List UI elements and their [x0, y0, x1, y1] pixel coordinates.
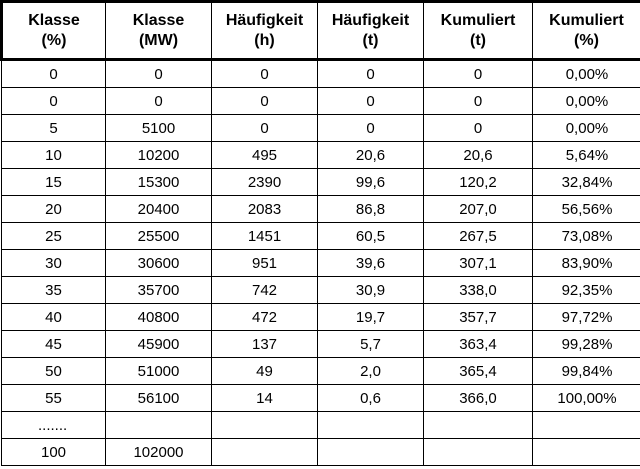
column-header-title: Klasse — [28, 11, 80, 29]
table-cell: ....... — [2, 412, 106, 439]
table-cell: 19,7 — [318, 304, 424, 331]
table-cell: 32,84% — [533, 169, 640, 196]
table-cell: 0 — [318, 60, 424, 88]
table-cell: 338,0 — [424, 277, 533, 304]
column-header-unit: (MW) — [138, 31, 179, 49]
column-header-title: Kumuliert — [440, 11, 516, 29]
column-header — [424, 2, 533, 60]
table-cell: 2390 — [212, 169, 318, 196]
table-cell: 56100 — [106, 385, 212, 412]
column-header — [106, 2, 212, 60]
table-row — [2, 331, 640, 358]
table-cell: 20400 — [106, 196, 212, 223]
table-cell: 56,56% — [533, 196, 640, 223]
table-cell: 742 — [212, 277, 318, 304]
column-header-title: Kumuliert — [549, 11, 624, 29]
table-row — [2, 412, 640, 439]
table-cell: 0,00% — [533, 115, 640, 142]
table-cell — [318, 412, 424, 439]
table-row — [2, 250, 640, 277]
table-cell: 35 — [2, 277, 106, 304]
column-header-unit: (%) — [574, 31, 599, 49]
table-row — [2, 439, 640, 466]
table-cell: 0,00% — [533, 88, 640, 115]
table-row — [2, 358, 640, 385]
table-row — [2, 304, 640, 331]
table-cell: 366,0 — [424, 385, 533, 412]
table-cell: 55 — [2, 385, 106, 412]
table-cell — [533, 439, 640, 466]
table-cell: 15300 — [106, 169, 212, 196]
column-header-unit: (%) — [41, 31, 67, 49]
column-header — [2, 2, 106, 60]
table-cell: 5 — [2, 115, 106, 142]
table-cell: 20 — [2, 196, 106, 223]
table-row — [2, 115, 640, 142]
table-cell: 0 — [424, 60, 533, 88]
column-header-unit: (t) — [362, 31, 379, 49]
table-cell: 14 — [212, 385, 318, 412]
table-cell: 365,4 — [424, 358, 533, 385]
column-header-title: Häufigkeit — [225, 11, 304, 29]
table-cell: 45 — [2, 331, 106, 358]
table-cell: 39,6 — [318, 250, 424, 277]
table-cell: 0 — [2, 88, 106, 115]
table-cell: 0 — [424, 88, 533, 115]
table-cell: 0 — [318, 115, 424, 142]
table-cell: 5,7 — [318, 331, 424, 358]
table-cell: 120,2 — [424, 169, 533, 196]
table-body — [2, 60, 640, 466]
table-cell: 60,5 — [318, 223, 424, 250]
table-cell: 25500 — [106, 223, 212, 250]
table-cell: 207,0 — [424, 196, 533, 223]
header-row — [2, 2, 640, 60]
column-header — [533, 2, 640, 60]
table-cell — [424, 412, 533, 439]
table-cell — [212, 412, 318, 439]
table-cell: 0,00% — [533, 60, 640, 88]
table-cell: 49 — [212, 358, 318, 385]
column-header-unit: (h) — [254, 31, 275, 49]
table-cell: 25 — [2, 223, 106, 250]
table-cell: 92,35% — [533, 277, 640, 304]
table-cell: 0 — [212, 115, 318, 142]
table-cell: 0 — [2, 60, 106, 88]
table-cell: 2083 — [212, 196, 318, 223]
table-cell: 495 — [212, 142, 318, 169]
table-cell: 307,1 — [424, 250, 533, 277]
table-cell: 1451 — [212, 223, 318, 250]
table-cell: 51000 — [106, 358, 212, 385]
table-cell: 73,08% — [533, 223, 640, 250]
column-header-unit: (t) — [470, 31, 486, 49]
table-cell: 2,0 — [318, 358, 424, 385]
table-cell: 137 — [212, 331, 318, 358]
table-cell: 35700 — [106, 277, 212, 304]
table-cell: 45900 — [106, 331, 212, 358]
table-cell: 30 — [2, 250, 106, 277]
table-cell: 0 — [318, 88, 424, 115]
table-cell: 363,4 — [424, 331, 533, 358]
table-cell: 40800 — [106, 304, 212, 331]
table-row — [2, 277, 640, 304]
table-cell: 0 — [106, 88, 212, 115]
table-row — [2, 196, 640, 223]
table-cell: 20,6 — [318, 142, 424, 169]
table-cell: 83,90% — [533, 250, 640, 277]
table-cell — [533, 412, 640, 439]
table-cell: 357,7 — [424, 304, 533, 331]
table-cell: 40 — [2, 304, 106, 331]
table-row — [2, 60, 640, 88]
table-cell: 50 — [2, 358, 106, 385]
table-row — [2, 88, 640, 115]
table-cell: 5100 — [106, 115, 212, 142]
table-row — [2, 223, 640, 250]
table-cell: 30600 — [106, 250, 212, 277]
column-header-title: Häufigkeit — [331, 11, 410, 29]
table-cell: 951 — [212, 250, 318, 277]
table-cell: 5,64% — [533, 142, 640, 169]
column-header — [318, 2, 424, 60]
table-cell: 10 — [2, 142, 106, 169]
table-row — [2, 142, 640, 169]
table-cell: 100,00% — [533, 385, 640, 412]
table-cell: 102000 — [106, 439, 212, 466]
table-cell: 30,9 — [318, 277, 424, 304]
table-cell — [212, 439, 318, 466]
table-cell: 0 — [424, 115, 533, 142]
table-cell: 99,84% — [533, 358, 640, 385]
table-cell: 100 — [2, 439, 106, 466]
table-row — [2, 169, 640, 196]
table-cell: 20,6 — [424, 142, 533, 169]
table-cell: 86,8 — [318, 196, 424, 223]
table-cell — [424, 439, 533, 466]
table-cell: 0 — [212, 60, 318, 88]
table-cell: 0 — [212, 88, 318, 115]
table-cell: 267,5 — [424, 223, 533, 250]
table-cell — [106, 412, 212, 439]
column-header-title: Klasse — [132, 11, 185, 29]
table-cell: 0,6 — [318, 385, 424, 412]
table-cell: 97,72% — [533, 304, 640, 331]
table-row — [2, 385, 640, 412]
table-cell — [318, 439, 424, 466]
table-cell: 15 — [2, 169, 106, 196]
table-cell: 0 — [106, 60, 212, 88]
table-cell: 99,28% — [533, 331, 640, 358]
table-cell: 99,6 — [318, 169, 424, 196]
column-header — [212, 2, 318, 60]
table-cell: 10200 — [106, 142, 212, 169]
table-cell: 472 — [212, 304, 318, 331]
